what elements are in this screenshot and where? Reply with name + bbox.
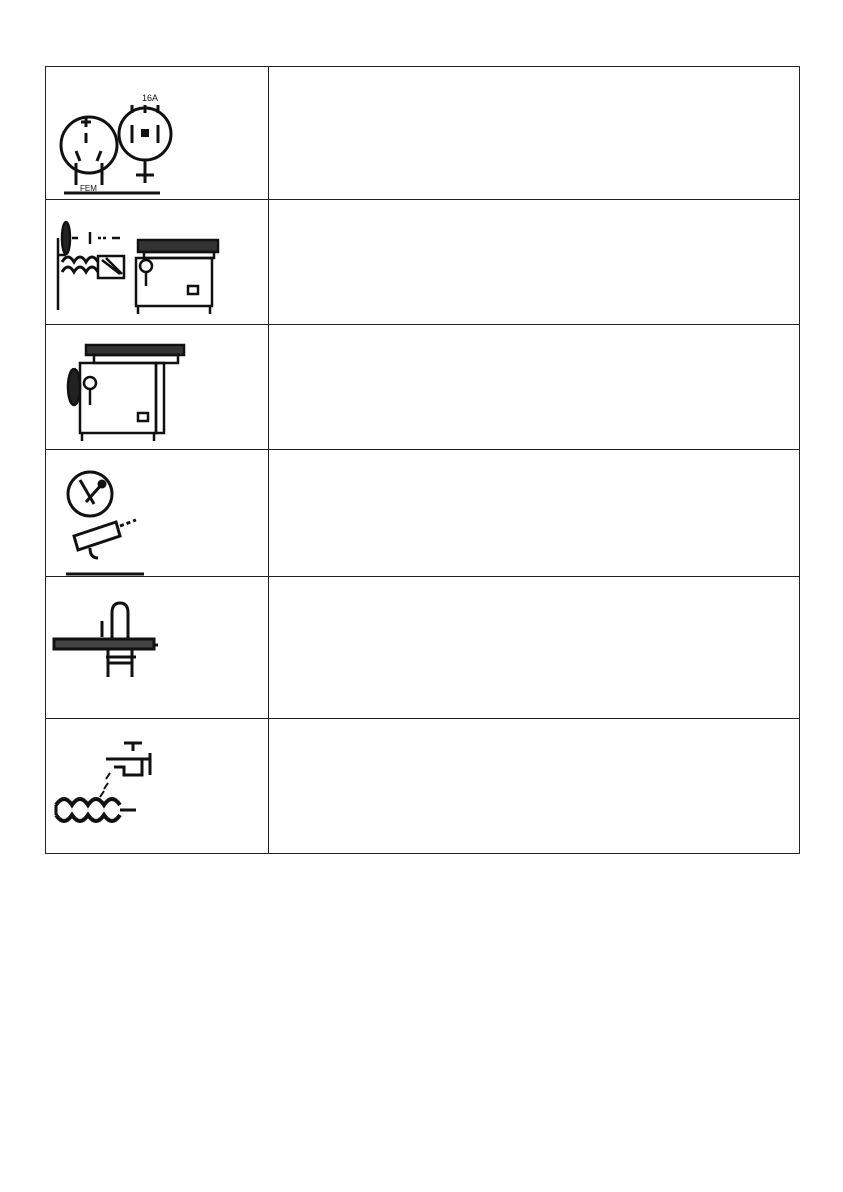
illustration-cell [46,200,269,325]
instruction-row [46,325,800,450]
instruction-text [269,325,800,450]
instruction-text [269,577,800,719]
instruction-row [46,200,800,325]
instruction-row [46,67,800,200]
plug-label: 16A [142,93,159,103]
instruction-text [269,67,800,200]
feed-tube-pusher-icon [46,577,268,718]
no-tools-warning-icon [46,450,268,576]
instruction-table [45,66,800,854]
illustration-cell [46,450,269,577]
instruction-text [269,719,800,854]
illustration-cell [46,67,269,200]
plug-socket-diagram-icon [46,67,268,199]
instruction-text [269,200,800,325]
instruction-row [46,719,800,854]
illustration-cell [46,577,269,719]
grinder-exploded-assembly-icon [46,200,268,324]
instruction-row [46,450,800,577]
wash-parts-under-tap-icon [46,719,268,853]
cord-label: FEM [80,184,97,193]
instruction-text [269,450,800,577]
illustration-cell [46,719,269,854]
grinder-assembled-icon [46,325,268,449]
instruction-row [46,577,800,719]
illustration-cell [46,325,269,450]
